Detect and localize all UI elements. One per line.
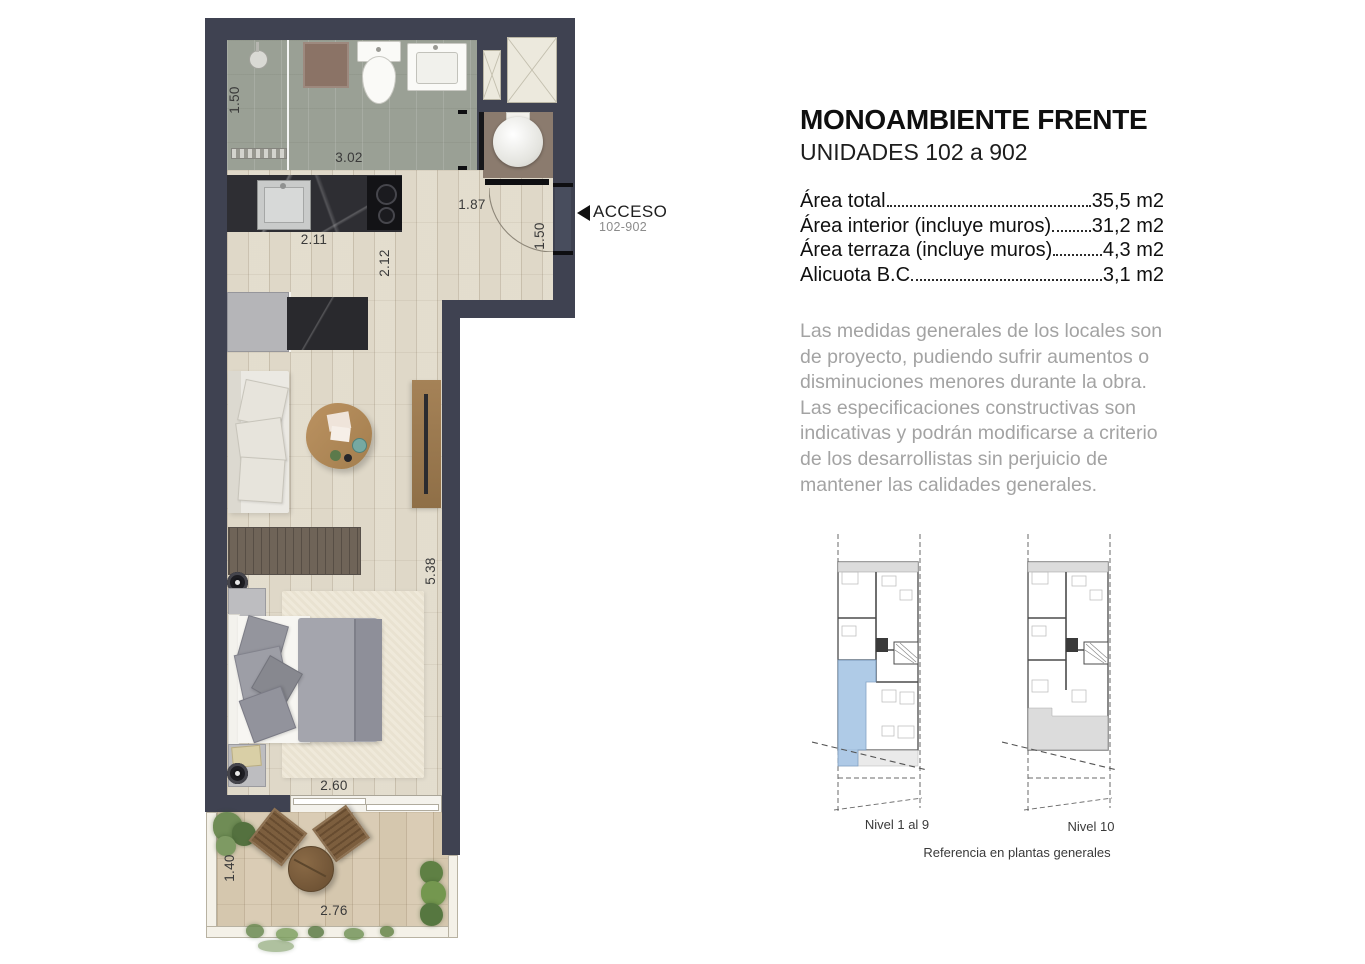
kitchen-faucet (280, 183, 286, 189)
disclaimer-text: Las medidas generales de los locales son de proyecto, pudiendo sufrir aumentos o disminuciones menores durante la obra. Las especificaciones constructivas son indicativas y podrán modificarse a criterio de los desarrollistas sin perjuicio de mantener las calidades generales. (800, 320, 1163, 496)
reference-title: Referencia en plantas generales (923, 845, 1111, 860)
shower-drain (231, 148, 287, 159)
reference-caption-right: Nivel 10 (1067, 819, 1115, 834)
page-subtitle: UNIDADES 102 a 902 (800, 139, 1028, 165)
shower-divider (287, 40, 289, 170)
burner (376, 184, 397, 205)
dimension-label: 2.11 (300, 232, 328, 247)
kitchen-sink-basin (264, 187, 304, 223)
toilet-button (376, 47, 381, 52)
leader-dots (911, 279, 1102, 281)
table-plant (330, 450, 341, 461)
area-label: Área terraza (incluye muros) (800, 239, 1053, 262)
entry-door-panel (555, 187, 571, 251)
shrub-icon (344, 928, 364, 940)
area-value: 31,2 m2 (1091, 214, 1164, 237)
terrace-rail-right (448, 855, 458, 938)
refrigerator-icon (227, 292, 289, 352)
shrub-icon (246, 924, 264, 938)
area-row (800, 238, 1164, 263)
plant-icon (420, 903, 443, 926)
access-label: ACCESO (593, 202, 668, 221)
dimension-label: 3.02 (335, 150, 363, 165)
dimension-label: 5.38 (423, 557, 438, 585)
area-value: 4,3 m2 (1102, 239, 1164, 262)
area-row (800, 263, 1164, 288)
shrub-icon (276, 928, 298, 941)
shrub-icon (308, 926, 324, 938)
shower-stem (256, 42, 259, 52)
dimension-label: 1.50 (532, 222, 547, 250)
page-title: MONOAMBIENTE FRENTE (800, 104, 1148, 135)
shower-head-icon (249, 50, 268, 69)
table-paper (330, 426, 351, 442)
bath-mat (303, 42, 349, 88)
bath-door-tick (458, 110, 467, 114)
dimension-label: 1.50 (227, 86, 242, 114)
shrub-icon (380, 926, 394, 937)
terrace-wall-stub (442, 812, 460, 855)
sofa-cushion (238, 456, 286, 503)
shaft-icon (507, 37, 557, 103)
sliding-door-panel (366, 804, 439, 811)
sliding-door-panel (293, 798, 366, 805)
bath-door-tick (458, 166, 467, 170)
sink-basin (416, 52, 458, 84)
shaft-icon (483, 50, 501, 100)
area-row (800, 214, 1164, 239)
table-cup (352, 438, 367, 453)
dimension-label: 2.12 (377, 249, 392, 277)
mini-plan-level-10 (1002, 530, 1117, 820)
shrub-icon (258, 940, 294, 952)
terrace-rail-bottom (206, 926, 458, 938)
area-value: 35,5 m2 (1091, 190, 1164, 212)
area-label: Área total (800, 190, 886, 212)
table-bowl (344, 454, 352, 462)
area-value: 3,1 m2 (1102, 263, 1164, 286)
dimension-label: 1.87 (458, 197, 486, 212)
washing-machine-icon (493, 117, 543, 167)
area-row (800, 189, 1164, 214)
speaker-icon (227, 763, 248, 784)
bed-duvet-fold (354, 619, 382, 741)
area-label: Área interior (incluye muros) (800, 214, 1052, 237)
area-list (800, 189, 1164, 287)
area-label: Alicuota B.C (800, 263, 911, 286)
plant-icon (421, 881, 446, 906)
wardrobe (228, 527, 361, 575)
laundry-threshold (485, 179, 549, 185)
bathroom-door-leaf (479, 112, 484, 170)
mini-plan-level-1-9 (812, 530, 927, 820)
leader-dots (887, 205, 1091, 207)
leader-dots (1052, 230, 1091, 232)
access-arrow-icon (577, 205, 590, 221)
burner (378, 207, 395, 224)
reference-caption-left: Nivel 1 al 9 (864, 817, 930, 832)
sink-faucet (433, 45, 438, 50)
leader-dots (1053, 254, 1102, 256)
dimension-label: 2.60 (320, 778, 348, 793)
dimension-label: 1.40 (222, 854, 237, 882)
dimension-label: 2.76 (320, 903, 348, 918)
tv-icon (424, 394, 428, 494)
entry-threshold-bottom (553, 251, 573, 255)
kitchen-island (287, 297, 368, 350)
access-units-label: 102-902 (599, 220, 647, 234)
